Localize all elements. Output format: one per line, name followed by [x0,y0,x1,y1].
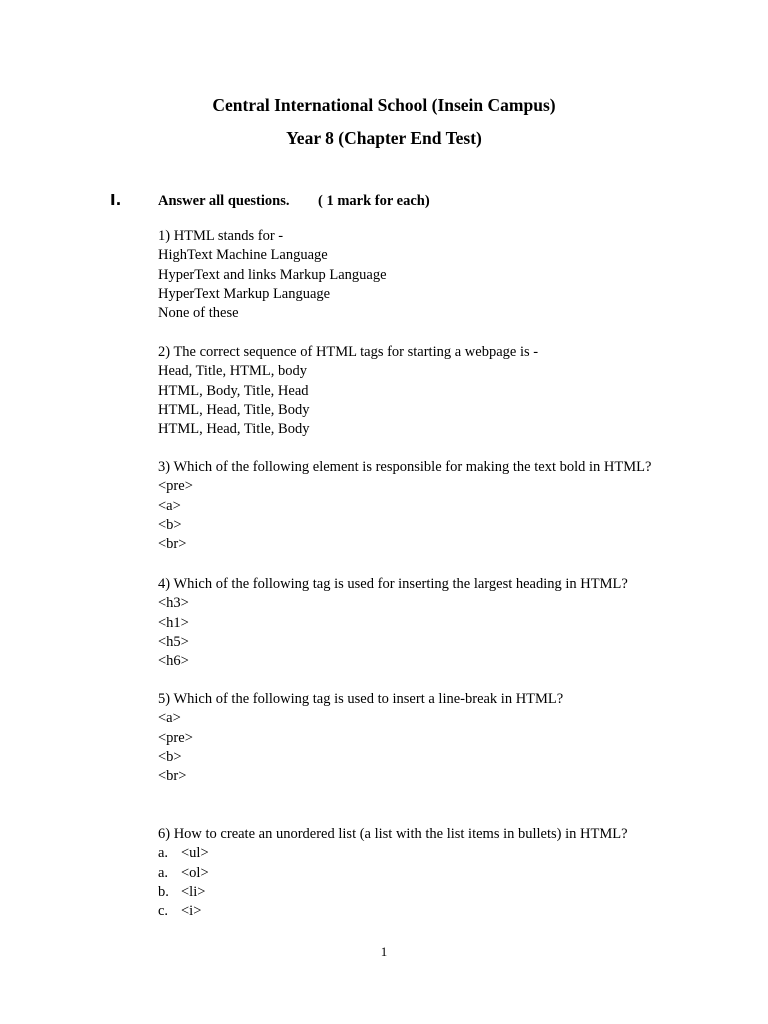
option: <pre> [158,729,193,746]
option: <br> [158,536,187,553]
option: <b> [158,516,182,533]
test-title: Year 8 (Chapter End Test) [286,128,482,148]
option: <h5> [158,633,189,650]
question-1 [158,227,718,323]
question-text: 2) The correct sequence of HTML tags for starting a webpage is - [158,344,539,360]
option-letter: a. [158,845,169,862]
question-2 [158,343,718,439]
option: HTML, Body, Title, Head [158,382,309,399]
question-3 [158,458,718,554]
question-6 [158,825,718,921]
option [158,883,718,902]
option: <pre> [158,478,193,495]
option [158,864,718,883]
option [158,844,718,863]
option: <h6> [158,653,189,670]
option: <br> [158,768,187,785]
option: <h1> [158,614,189,631]
option: Head, Title, HTML, body [158,363,308,380]
option: HTML, Head, Title, Body [158,401,310,418]
option [158,902,718,921]
question-text: 4) Which of the following tag is used for inserting the largest heading in HTML? [158,576,628,592]
question-text: 5) Which of the following tag is used to insert a line-break in HTML? [158,691,564,707]
option-text: <i> [181,903,202,920]
option: HTML, Head, Title, Body [158,421,310,438]
question-4 [158,575,718,671]
section-instruction: Answer all questions. [158,193,290,209]
option: <b> [158,748,182,765]
question-text: 3) Which of the following element is responsible for making the text bold in HTML? [158,459,652,475]
section-heading [0,190,768,212]
option: HighText Machine Language [158,247,328,264]
option: HyperText and links Markup Language [158,266,387,283]
option-letter: b. [158,883,169,900]
question-5 [158,690,718,786]
option: HyperText Markup Language [158,285,331,302]
option: None of these [158,305,239,322]
question-text: 1) HTML stands for - [158,228,284,244]
option: <h3> [158,595,189,612]
school-title: Central International School (Insein Campus) [212,95,556,115]
option: <a> [158,710,181,727]
section-marks: ( 1 mark for each) [318,193,430,209]
option-text: <li> [181,883,206,900]
section-numeral: I. [110,191,122,209]
option-text: <ol> [181,864,209,881]
option: <a> [158,497,181,514]
question-text: 6) How to create an unordered list (a list with the list items in bullets) in HTML? [158,826,628,842]
option-letter: a. [158,864,169,881]
page-number: 1 [380,944,388,959]
option-text: <ul> [181,845,209,862]
option-letter: c. [158,903,169,920]
